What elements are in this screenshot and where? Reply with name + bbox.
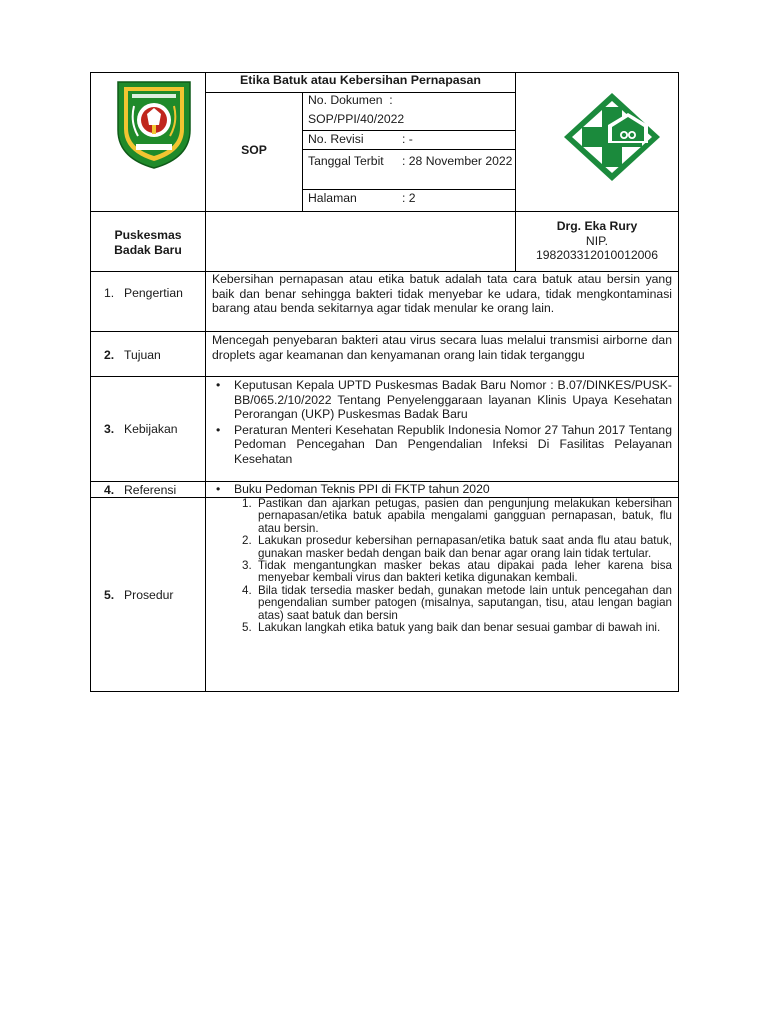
prosedur-steps: [212, 498, 672, 634]
signer-name: Drg. Eka Rury: [556, 219, 638, 233]
list-item: [212, 498, 672, 535]
step-number: 3.: [242, 559, 252, 573]
meta-row-line: [302, 130, 516, 131]
row-label-tujuan: [104, 348, 204, 363]
row-number: 2.: [104, 348, 115, 362]
table-border-bottom: [90, 691, 679, 692]
meta-row-line: [302, 149, 516, 150]
row-label: Referensi: [124, 483, 177, 497]
meta-value: SOP/PPI/40/2022: [308, 111, 405, 126]
step-number: 1.: [242, 497, 252, 510]
row-line: [90, 376, 679, 377]
referensi-list: [212, 482, 672, 497]
meta-document-number: [308, 93, 513, 126]
bullet-icon: •: [216, 482, 221, 496]
meta-label: Halaman: [308, 191, 357, 205]
step-text: Tidak mengantungkan masker bekas atau dipakai pada leher karena bisa menyebar kembali virus dan bakteri ketika digunakan kembali.: [258, 559, 672, 585]
puskesmas-cross-house-icon: [562, 91, 662, 183]
organization-name-line1: Puskesmas: [114, 228, 182, 242]
row-label: Pengertian: [124, 286, 183, 300]
puskesmas-logo: [562, 91, 662, 183]
step-number: 4.: [242, 583, 252, 597]
meta-label: No. Revisi: [308, 132, 364, 146]
row-number: 3.: [104, 422, 115, 436]
row-number: 5.: [104, 588, 115, 602]
bullet-icon: •: [216, 378, 221, 392]
meta-value: 28 November 2022: [408, 154, 513, 168]
signer-nip-label: NIP.: [585, 233, 609, 248]
regional-emblem-logo: [114, 78, 194, 170]
step-text: Pastikan dan ajarkan petugas, pasien dan pengunjung melakukan kebersihan pernapasan/etika batuk apabila mengalami gangguan pernapasan, batuk, flu atau bersin.: [258, 497, 672, 535]
meta-column-divider: [302, 92, 303, 211]
step-text: Bila tidak tersedia masker bedah, gunakan metode lain untuk pencegahan dan pengendalian sumber patogen (misalnya, saputangan, tisu, atau lengan bagian atas) saat batuk dan bersin: [258, 583, 672, 622]
meta-sep: :: [402, 154, 406, 168]
organization-name-line2: Badak Baru: [114, 242, 182, 257]
list-item-text: Peraturan Menteri Kesehatan Republik Indonesia Nomor 27 Tahun 2017 Tentang Pedoman Pencegahan Dan Pengendalian Infeksi Di Fasilitas Pelayanan Kesehatan: [234, 422, 672, 466]
organization-name: [91, 228, 205, 257]
meta-label: Tanggal Terbit: [308, 154, 384, 168]
label-column-divider: [205, 72, 206, 692]
list-item: [212, 482, 672, 497]
bullet-icon: •: [216, 422, 221, 437]
regional-emblem-icon: [114, 78, 194, 170]
list-item: [212, 535, 672, 560]
list-item-text: Keputusan Kepala UPTD Puskesmas Badak Baru Nomor : B.07/DINKES/PUSK-BB/065.2/10/2022 Tentang Penyelenggaraan layanan Klinis Upaya Kesehatan Perorangan (UKP) Puskesmas Badak Baru: [234, 378, 672, 421]
header-bottom-line: [90, 211, 679, 212]
meta-revision: [308, 132, 513, 147]
step-number: 2.: [242, 534, 252, 548]
list-item: [212, 585, 672, 622]
step-text: Lakukan prosedur kebersihan pernapasan/etika batuk saat anda flu atau batuk, gunakan masker bedah dengan baik dan benar agar orang lain tidak tertular.: [258, 534, 672, 560]
signer-nip: 198203312010012006: [535, 248, 658, 262]
signer-block: [516, 219, 678, 263]
meta-row-line: [302, 189, 516, 190]
meta-value: 2: [408, 191, 416, 205]
row-label-kebijakan: [104, 422, 204, 437]
row-label-prosedur: [104, 588, 204, 603]
table-border-right: [678, 72, 679, 692]
table-border-left: [90, 72, 91, 692]
row-label: Prosedur: [124, 588, 174, 602]
row-label: Tujuan: [124, 348, 161, 362]
row-number: 4.: [104, 483, 115, 497]
step-text: Lakukan langkah etika batuk yang baik dan benar sesuai gambar di bawah ini.: [258, 621, 661, 635]
meta-value: -: [408, 132, 413, 146]
kebijakan-list: [212, 378, 672, 466]
row-label-referensi: [104, 483, 204, 498]
row-number: 1.: [104, 286, 115, 300]
row-label-pengertian: [104, 286, 204, 301]
list-item: [212, 378, 672, 422]
row-line: [90, 331, 679, 332]
list-item: [212, 560, 672, 585]
sop-label: SOP: [241, 143, 267, 157]
meta-label: No. Dokumen: [308, 93, 383, 107]
document-title: Etika Batuk atau Kebersihan Pernapasan: [239, 73, 482, 87]
meta-sep: :: [402, 191, 406, 205]
meta-issue-date: [308, 152, 513, 170]
meta-sep: :: [402, 132, 406, 146]
list-item: [212, 622, 672, 634]
row-label: Kebijakan: [124, 422, 178, 436]
meta-page: [308, 191, 513, 206]
list-item-text: Buku Pedoman Teknis PPI di FKTP tahun 2020: [234, 482, 490, 496]
pengertian-text: Kebersihan pernapasan atau etika batuk adalah tata cara batuk atau bersin yang baik dan benar sehingga bakteri tidak menyebar ke udara, tidak mengkontaminasi barang atau benda sekitarnya agar tidak menular ke orang lain.: [212, 272, 672, 315]
tujuan-text: Mencegah penyebaran bakteri atau virus secara luas melalui transmisi airborne dan droplets agar keamanan dan kenyamanan orang lain tidak terganggu: [212, 333, 672, 362]
meta-sep: :: [389, 93, 393, 107]
list-item: [212, 423, 672, 467]
step-number: 5.: [242, 621, 252, 635]
